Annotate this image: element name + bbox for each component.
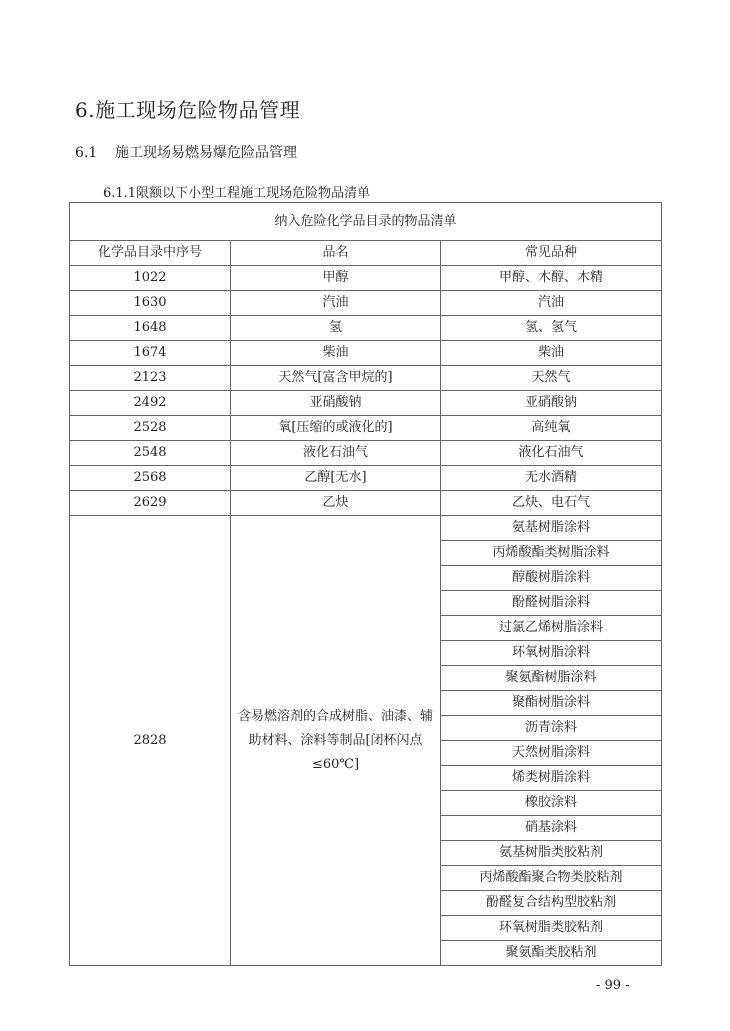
column-header-no: 化学品目录中序号 xyxy=(70,241,231,266)
subsection-heading xyxy=(75,142,297,162)
cell-name: 天然气[富含甲烷的] xyxy=(231,366,441,391)
cell-varieties: 汽油 xyxy=(441,291,662,316)
table-row xyxy=(70,366,662,391)
cell-varieties: 乙炔、电石气 xyxy=(441,491,662,516)
cell-no: 2629 xyxy=(70,491,231,516)
hazardous-goods-table xyxy=(69,202,662,966)
table-row xyxy=(70,391,662,416)
table-row xyxy=(70,416,662,441)
page-number: - 99 - xyxy=(596,978,630,993)
table-row xyxy=(70,316,662,341)
table-row xyxy=(70,491,662,516)
cell-varieties: 丙烯酸酯聚合物类胶粘剂 xyxy=(441,866,662,891)
subsection-number: 6.1 xyxy=(75,145,98,161)
cell-varieties: 醇酸树脂涂料 xyxy=(441,566,662,591)
cell-name: 汽油 xyxy=(231,291,441,316)
cell-name: 甲醇 xyxy=(231,266,441,291)
cell-varieties: 聚酯树脂涂料 xyxy=(441,691,662,716)
cell-no: 2548 xyxy=(70,441,231,466)
cell-no: 2528 xyxy=(70,416,231,441)
cell-name: 含易燃溶剂的合成树脂、油漆、辅助材料、涂料等制品[闭杯闪点≤60℃] xyxy=(231,516,441,966)
cell-varieties: 液化石油气 xyxy=(441,441,662,466)
cell-varieties: 甲醇、木醇、木精 xyxy=(441,266,662,291)
cell-name: 柴油 xyxy=(231,341,441,366)
table-caption: 6.1.1限额以下小型工程施工现场危险物品清单 xyxy=(103,186,371,201)
cell-varieties: 天然气 xyxy=(441,366,662,391)
cell-varieties: 过氯乙烯树脂涂料 xyxy=(441,616,662,641)
cell-varieties: 沥青涂料 xyxy=(441,716,662,741)
cell-varieties: 氨基树脂类胶粘剂 xyxy=(441,841,662,866)
cell-name: 氧[压缩的或液化的] xyxy=(231,416,441,441)
cell-varieties: 氢、氢气 xyxy=(441,316,662,341)
cell-name: 液化石油气 xyxy=(231,441,441,466)
cell-varieties: 聚氨酯树脂涂料 xyxy=(441,666,662,691)
cell-varieties: 高纯氧 xyxy=(441,416,662,441)
cell-no: 2492 xyxy=(70,391,231,416)
section-heading: 6.施工现场危险物品管理 xyxy=(75,98,301,122)
cell-no: 1674 xyxy=(70,341,231,366)
cell-varieties: 无水酒精 xyxy=(441,466,662,491)
table-title: 纳入危险化学品目录的物品清单 xyxy=(70,203,662,241)
cell-varieties: 聚氨酯类胶粘剂 xyxy=(441,941,662,966)
cell-varieties: 丙烯酸酯类树脂涂料 xyxy=(441,541,662,566)
cell-name: 氢 xyxy=(231,316,441,341)
cell-varieties: 酚醛复合结构型胶粘剂 xyxy=(441,891,662,916)
cell-name: 亚硝酸钠 xyxy=(231,391,441,416)
cell-no: 1022 xyxy=(70,266,231,291)
cell-varieties: 氨基树脂涂料 xyxy=(441,516,662,541)
table-row xyxy=(70,441,662,466)
cell-name: 乙炔 xyxy=(231,491,441,516)
subsection-title: 施工现场易燃易爆危险品管理 xyxy=(115,145,297,161)
column-header-name: 品名 xyxy=(231,241,441,266)
cell-no: 1648 xyxy=(70,316,231,341)
cell-varieties: 亚硝酸钠 xyxy=(441,391,662,416)
table-row xyxy=(70,291,662,316)
cell-no: 2123 xyxy=(70,366,231,391)
cell-no: 2568 xyxy=(70,466,231,491)
cell-varieties: 酚醛树脂涂料 xyxy=(441,591,662,616)
column-header-varieties: 常见品种 xyxy=(441,241,662,266)
table-row xyxy=(70,341,662,366)
cell-varieties: 烯类树脂涂料 xyxy=(441,766,662,791)
table-row xyxy=(70,466,662,491)
cell-varieties: 天然树脂涂料 xyxy=(441,741,662,766)
cell-varieties: 柴油 xyxy=(441,341,662,366)
cell-name: 乙醇[无水] xyxy=(231,466,441,491)
table-row xyxy=(70,516,662,541)
cell-varieties: 环氧树脂涂料 xyxy=(441,641,662,666)
cell-no: 1630 xyxy=(70,291,231,316)
cell-no: 2828 xyxy=(70,516,231,966)
cell-varieties: 环氧树脂类胶粘剂 xyxy=(441,916,662,941)
table-row xyxy=(70,266,662,291)
cell-varieties: 硝基涂料 xyxy=(441,816,662,841)
cell-varieties: 橡胶涂料 xyxy=(441,791,662,816)
